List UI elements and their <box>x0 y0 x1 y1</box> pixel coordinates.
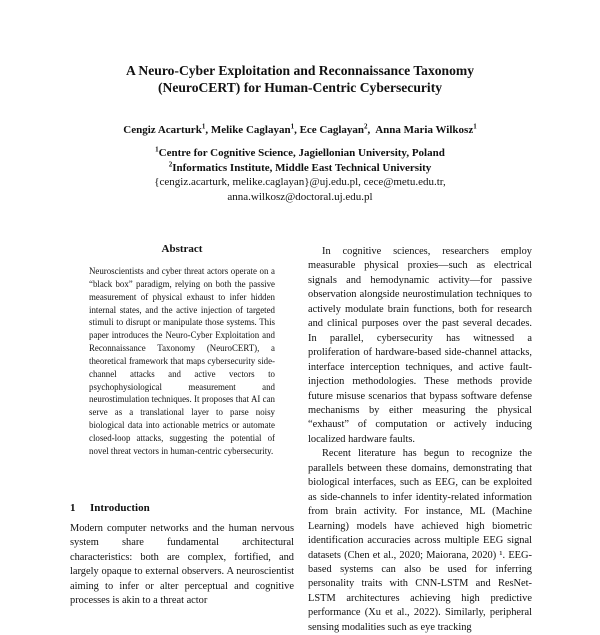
author-name: Melike Caglayan <box>210 124 291 136</box>
title-line-2: (NeuroCERT) for Human-Centric Cybersecurity <box>157 80 443 95</box>
abstract-heading: Abstract <box>161 243 203 255</box>
author-affiliation-mark: 1 <box>290 122 295 131</box>
paragraph: Recent literature has begun to recognize the parallels between these domains, demonstrating that biological interfaces, such as EEG, can be exploited as side-channels to infer identity-related information from brain activity. For instance, ML (Machine Learning) models have achieved high biometric identification accuracies across multiple EEG signal datasets (Chen et al., 2020; Maiorana, 2020) ¹. EEG-based systems can also be used for inferring personality traits with CNN-LSTM and ResNet-LSTM architectures achieving high predictive performance (Xu et al., 2022). Similarly, peripheral sensing modalities such as eye tracking <box>308 448 532 633</box>
affiliation-1 <box>40 146 560 161</box>
title-line-1: A Neuro-Cyber Exploitation and Reconnaissance Taxonomy <box>125 63 475 78</box>
author-emails-line-1: {cengiz.acarturk, melike.caglayan}@uj.edu.pl, cece@metu.edu.tr, <box>154 176 446 188</box>
section-title: Introduction <box>90 502 150 514</box>
affiliation-2 <box>40 161 560 176</box>
affiliation-mark: 2 <box>168 159 173 168</box>
author-name: Ece Caglayan <box>299 124 365 136</box>
author-list: Cengiz Acarturk$^1$, Melike Caglayan$^1$, Ece Caglayan$^2$, Anna Maria Wilkosz$^1$ <box>123 122 477 136</box>
affiliations <box>40 146 560 204</box>
right-column-text <box>308 245 532 635</box>
affiliation-mark: 1 <box>155 145 159 154</box>
section-number: 1 <box>70 502 76 514</box>
paragraph: In cognitive sciences, researchers employ measurable physical proxies—such as electrical signals and hemodynamic activity—for passive observation alongside neurostimulation techniques to actively modulate brain functions, both for research and clinical purposes over the past several decades. In parallel, cybersecurity has witnessed a proliferation of hardware-based side-channel attacks, interface interception techniques, and active fault-injection methodologies. These methods provide future misuse scenarios that bypass software defense mechanisms by either measuring the physical “exhaust” of computation or actively inducing localized hardware faults. <box>308 246 532 445</box>
author-name: Anna Maria Wilkosz <box>375 124 474 136</box>
author-affiliation-mark: 2 <box>364 122 368 131</box>
affiliation-text: Informatics Institute, Middle East Technical University <box>172 161 432 174</box>
author-name: Cengiz Acarturk <box>123 124 202 136</box>
author-emails-line-2: anna.wilkosz@doctoral.uj.edu.pl <box>227 190 373 203</box>
author-affiliation-mark: 1 <box>473 122 477 131</box>
affiliation-text: Centre for Cognitive Science, Jagiellonian University, Poland <box>158 147 445 159</box>
abstract-text: Neuroscientists and cyber threat actors operate on a “black box” paradigm, relying on both the passive measurement of physical exhaust to infer hidden internal states, and the active injection of targeted stimuli to disrupt or manipulate those systems. This paper introduces the Neuro-Cyber Exploitation and Reconnaissance Taxonomy (NeuroCERT), a theoretical framework that maps cybersecurity side-channel attacks and active vectors to psychophysiological measurement and neurostimulation techniques. It proposes that AI can serve as a translational layer to parse noisy biological data into actionable metrics or automate closed-loop attacks, suggesting the potential of novel threat vectors in human-centric cybersecurity. <box>89 266 275 456</box>
introduction-text: Modern computer networks and the human nervous system share fundamental architectural characteristics: both are complex, fortified, and largely opaque to external observers. A neuroscientist aiming to infer or alter perceptual and cognitive processes is akin to a threat actor <box>70 523 294 607</box>
author-affiliation-mark: 1 <box>201 122 206 131</box>
paper-title <box>40 62 560 96</box>
section-heading-introduction <box>70 502 150 514</box>
